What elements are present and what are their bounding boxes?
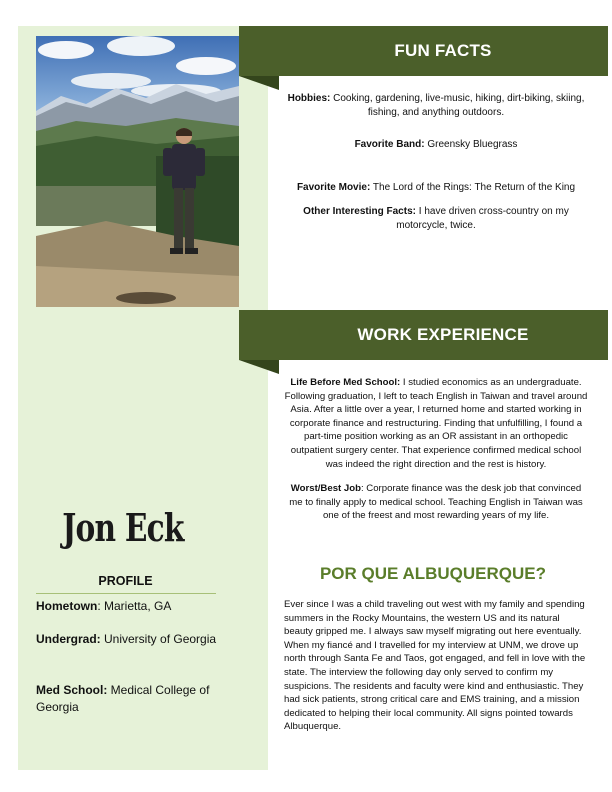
fun-facts-banner-tab xyxy=(239,26,279,76)
fun-fact-band: Favorite Band: Greensky Bluegrass xyxy=(354,139,518,150)
mountain-photo xyxy=(36,36,239,307)
why-albuquerque-title: POR QUE ALBUQUERQUE? xyxy=(319,564,547,583)
profile-heading: PROFILE xyxy=(98,574,153,588)
fun-fact-other: Other Interesting Facts: I have driven cross-country on my motorcycle, twice. xyxy=(303,206,569,231)
fun-facts-section xyxy=(284,92,588,233)
fun-fact-hobbies: Hobbies: Cooking, gardening, live-music, hiking, dirt-biking, skiing, fishing, and anything outdoors. xyxy=(287,93,585,118)
work-banner-fold xyxy=(239,360,279,374)
work-worst-best-job: Worst/Best Job: Corporate finance was the desk job that convinced me to finally apply to medical school. Teaching English in Taiwan was one of the freest and most rewarding years of my life. xyxy=(289,483,583,522)
work-experience-header xyxy=(278,310,608,360)
person-name: Jon Eck xyxy=(62,505,184,550)
fun-facts-banner-fold xyxy=(239,76,279,90)
work-experience-title: WORK EXPERIENCE xyxy=(357,325,529,344)
fun-facts-title: FUN FACTS xyxy=(394,41,492,60)
fun-facts-header xyxy=(278,26,608,76)
profile-photo xyxy=(36,36,239,307)
fun-fact-movie: Favorite Movie: The Lord of the Rings: The Return of the King xyxy=(296,182,576,193)
work-banner-tab xyxy=(239,310,279,360)
profile-hometown: Hometown: Marietta, GA xyxy=(36,599,172,613)
why-albuquerque-text: Ever since I was a child traveling out west with my family and spending summers in the Rocky Mountains, the western US and its natural beauty gripped me. I always saw myself migrating out here eventually. When my fiancé and I travelled for my interview at UNM, we drove up north through Santa Fe and Taos, got engaged, and fell in love with the state. The interview the following day only served to confirm my suspicions. The residents and faculty were kind and enthusiastic. They had sick patients, strong critical care and EMS training, and a mission dedicated to helping their local community. All signs pointed towards Albuquerque. xyxy=(284,599,586,733)
profile-undergrad: Undergrad: University of Georgia xyxy=(36,632,217,646)
profile-divider xyxy=(36,593,216,594)
work-experience-section xyxy=(284,376,588,523)
profile-med-school: Med School: Medical College of Georgia xyxy=(36,683,210,714)
work-life-before-med: Life Before Med School: I studied economics as an undergraduate. Following graduation, I left to teach English in Taiwan and travel around Asia. After a little over a year, I returned home and started working in corporate finance and restructuring. Finding that unfulfilling, I found a part-time position working as an OR assistant in an orthopedic outpatient surgery center. That experience confirmed medical school was indeed the right direction and the rest is history. xyxy=(284,377,588,470)
